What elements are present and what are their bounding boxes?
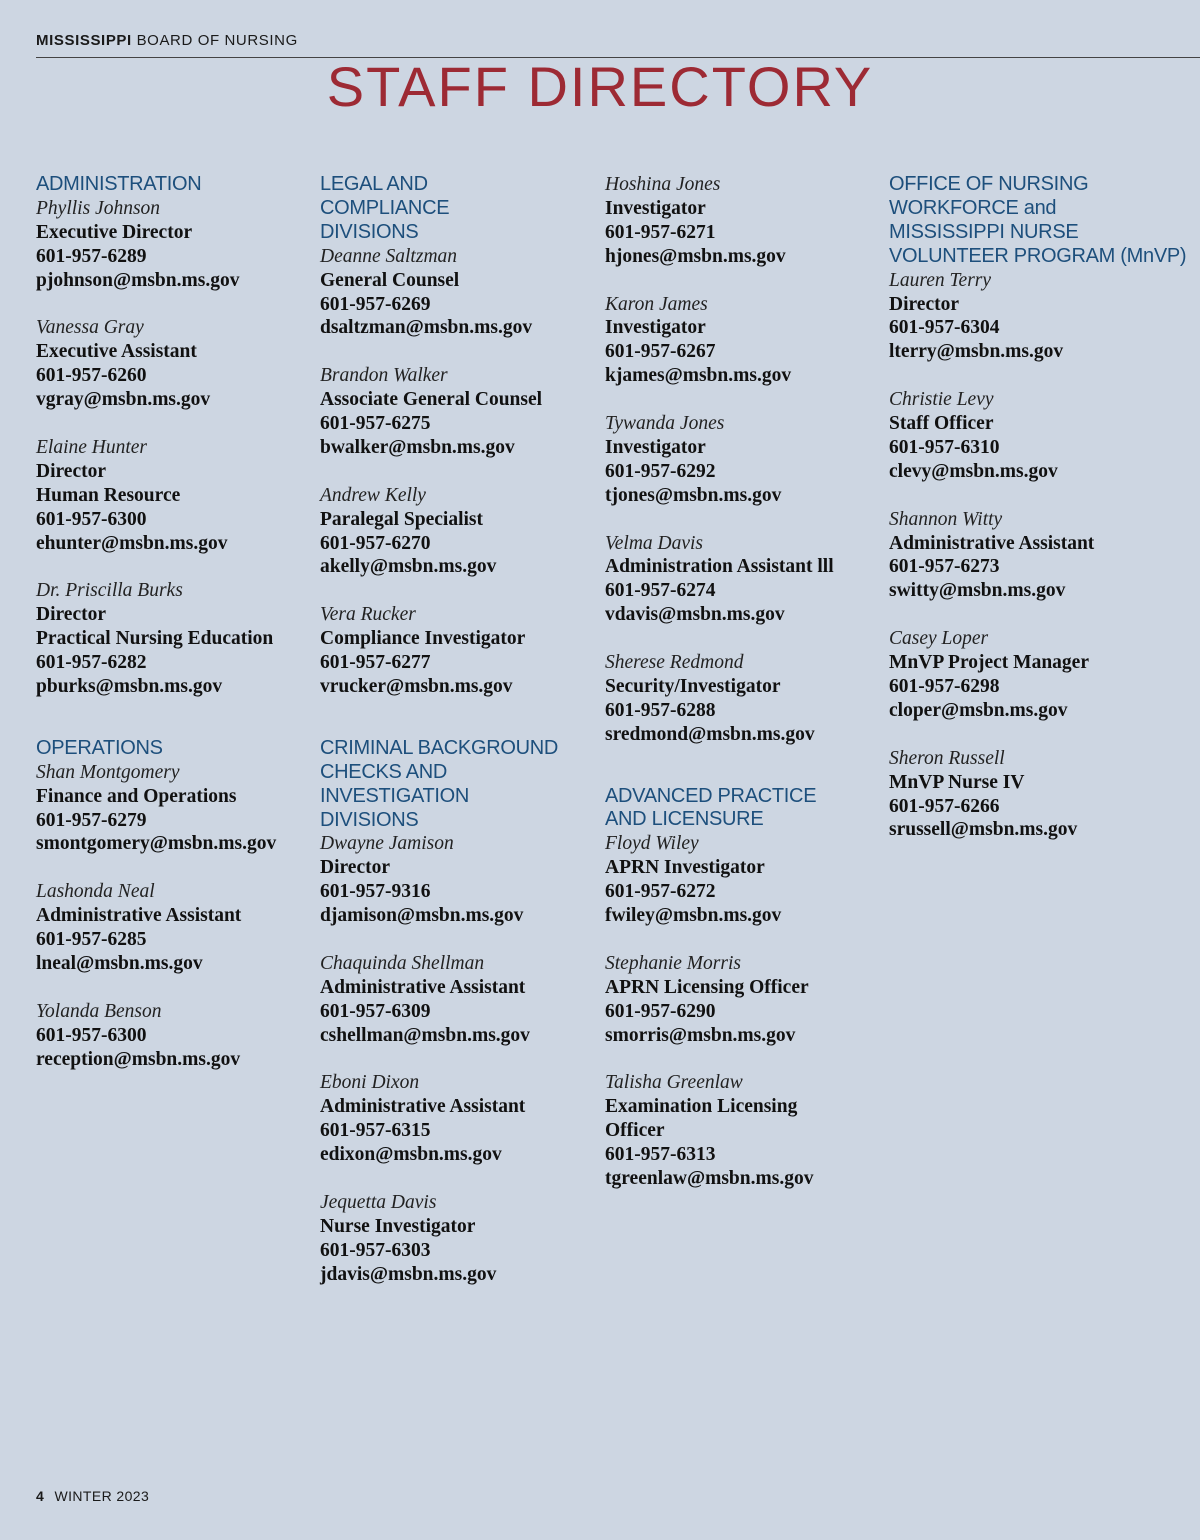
staff-entry	[605, 293, 880, 389]
staff-title: Director	[320, 857, 391, 879]
section-heading: OFFICE OF NURSING WORKFORCE and MISSISSIPPI NURSE VOLUNTEER PROGRAM (MnVP)	[889, 173, 1187, 267]
staff-name: Vanessa Gray	[36, 317, 144, 339]
staff-email-link[interactable]: tgreenlaw@msbn.ms.gov	[605, 1168, 814, 1190]
staff-entry	[889, 627, 1189, 723]
staff-name: Brandon Walker	[320, 365, 448, 387]
staff-phone: 601-957-6303	[320, 1239, 431, 1261]
staff-entry	[889, 269, 1189, 365]
staff-phone: 601-957-6309	[320, 1000, 431, 1022]
staff-entry	[320, 1191, 595, 1287]
staff-name: Talisha Greenlaw	[605, 1072, 743, 1094]
staff-entry	[36, 1000, 311, 1072]
staff-email-link[interactable]: vdavis@msbn.ms.gov	[605, 604, 785, 626]
staff-entry	[320, 484, 595, 580]
masthead-org-rest: BOARD OF NURSING	[136, 32, 298, 49]
staff-entry	[605, 952, 880, 1048]
staff-name: Hoshina Jones	[605, 174, 721, 195]
staff-phone: 601-957-6310	[889, 436, 1000, 458]
staff-title: Investigator	[605, 436, 706, 458]
staff-title: Director	[36, 460, 107, 482]
directory-column-1	[36, 173, 311, 1071]
section-heading: OPERATIONS	[36, 736, 163, 759]
staff-phone: 601-957-6282	[36, 652, 147, 674]
staff-name: Phyllis Johnson	[36, 197, 161, 219]
staff-entry	[320, 952, 595, 1048]
staff-entry	[889, 747, 1189, 843]
staff-entry	[605, 651, 880, 747]
staff-name: Shannon Witty	[889, 508, 1003, 530]
staff-email-link[interactable]: dsaltzman@msbn.ms.gov	[320, 317, 533, 339]
staff-entry	[320, 1071, 595, 1167]
section-gap	[605, 771, 880, 785]
staff-email-link[interactable]: hjones@msbn.ms.gov	[605, 245, 786, 267]
staff-phone: 601-957-6290	[605, 1000, 716, 1022]
staff-name: Lauren Terry	[889, 269, 992, 291]
staff-phone: 601-957-6279	[36, 809, 147, 831]
staff-title: MnVP Nurse IV	[889, 771, 1025, 793]
staff-name: Andrew Kelly	[320, 484, 426, 506]
staff-email-link[interactable]: reception@msbn.ms.gov	[36, 1048, 241, 1070]
staff-email-link[interactable]: ehunter@msbn.ms.gov	[36, 532, 228, 554]
staff-title: Administrative Assistant	[320, 1096, 526, 1118]
staff-email-link[interactable]: vgray@msbn.ms.gov	[36, 389, 211, 411]
staff-email-link[interactable]: djamison@msbn.ms.gov	[320, 905, 524, 927]
staff-email-link[interactable]: smontgomery@msbn.ms.gov	[36, 833, 277, 855]
staff-title: Investigator	[605, 197, 706, 219]
directory-column-3	[605, 173, 880, 1191]
staff-name: Christie Levy	[889, 389, 994, 411]
staff-phone: 601-957-6315	[320, 1120, 431, 1142]
staff-title: Director	[889, 293, 960, 315]
staff-phone: 601-957-6289	[36, 245, 147, 267]
staff-email-link[interactable]: tjones@msbn.ms.gov	[605, 484, 782, 506]
staff-phone: 601-957-6300	[36, 508, 147, 530]
staff-name: Vera Rucker	[320, 604, 416, 626]
staff-name: Velma Davis	[605, 532, 704, 554]
staff-title: Administration Assistant lll	[605, 556, 834, 578]
staff-email-link[interactable]: jdavis@msbn.ms.gov	[320, 1263, 497, 1285]
staff-email-link[interactable]: srussell@msbn.ms.gov	[889, 819, 1078, 841]
staff-entry	[320, 603, 595, 699]
staff-phone: 601-957-6274	[605, 580, 716, 602]
staff-title: Investigator	[605, 317, 706, 339]
staff-name: Elaine Hunter	[36, 436, 148, 458]
section-heading: CRIMINAL BACKGROUND CHECKS AND INVESTIGATION DIVISIONS	[320, 736, 559, 831]
staff-phone: 601-957-6288	[605, 699, 716, 721]
staff-phone: 601-957-6298	[889, 675, 1000, 697]
staff-email-link[interactable]: smorris@msbn.ms.gov	[605, 1024, 796, 1046]
staff-entry	[36, 579, 311, 699]
staff-entry	[320, 364, 595, 460]
staff-entry	[605, 532, 880, 628]
staff-title: APRN Licensing Officer	[605, 976, 809, 998]
staff-email-link[interactable]: pjohnson@msbn.ms.gov	[36, 269, 240, 291]
staff-email-link[interactable]: clevy@msbn.ms.gov	[889, 460, 1058, 482]
staff-title: Human Resource	[36, 484, 181, 506]
page-number: 4	[36, 1488, 45, 1504]
staff-email-link[interactable]: pburks@msbn.ms.gov	[36, 675, 223, 697]
section-heading: LEGAL AND COMPLIANCE DIVISIONS	[320, 173, 450, 243]
staff-entry	[605, 832, 880, 928]
staff-name: Jequetta Davis	[320, 1191, 437, 1213]
staff-title: General Counsel	[320, 269, 460, 291]
staff-entry	[36, 436, 311, 556]
staff-name: Tywanda Jones	[605, 413, 725, 435]
staff-title: Administrative Assistant	[36, 905, 242, 927]
section-gap	[320, 723, 595, 737]
staff-name: Karon James	[605, 293, 708, 315]
staff-email-link[interactable]: akelly@msbn.ms.gov	[320, 556, 497, 578]
staff-entry	[889, 508, 1189, 604]
staff-entry	[320, 832, 595, 928]
staff-email-link[interactable]: sredmond@msbn.ms.gov	[605, 723, 815, 745]
staff-phone: 601-957-6269	[320, 293, 431, 315]
section-heading: ADVANCED PRACTICE AND LICENSURE	[605, 784, 817, 831]
staff-phone: 601-957-6273	[889, 556, 1000, 578]
staff-phone: 601-957-6266	[889, 795, 1000, 817]
staff-phone: 601-957-6267	[605, 341, 716, 363]
staff-email-link[interactable]: lterry@msbn.ms.gov	[889, 341, 1064, 363]
staff-name: Sheron Russell	[889, 747, 1005, 769]
staff-email-link[interactable]: fwiley@msbn.ms.gov	[605, 905, 782, 927]
staff-phone: 601-957-6304	[889, 317, 1000, 339]
staff-title: Associate General Counsel	[320, 389, 543, 411]
staff-email-link[interactable]: cloper@msbn.ms.gov	[889, 699, 1068, 721]
staff-phone: 601-957-9316	[320, 881, 431, 903]
staff-title: APRN Investigator	[605, 857, 765, 879]
staff-entry	[36, 880, 311, 976]
staff-entry	[605, 1071, 880, 1191]
staff-email-link[interactable]: kjames@msbn.ms.gov	[605, 365, 792, 387]
directory-column-4	[889, 173, 1189, 842]
staff-name: Sherese Redmond	[605, 652, 744, 674]
directory-column-2	[320, 173, 595, 1287]
staff-email-link[interactable]: lneal@msbn.ms.gov	[36, 952, 203, 974]
staff-title: Administrative Assistant	[889, 532, 1095, 554]
staff-name: Yolanda Benson	[36, 1000, 162, 1022]
staff-title: Executive Director	[36, 221, 193, 243]
staff-email-link[interactable]: cshellman@msbn.ms.gov	[320, 1024, 530, 1046]
staff-title: Paralegal Specialist	[320, 508, 484, 530]
staff-phone: 601-957-6275	[320, 413, 431, 435]
staff-phone: 601-957-6272	[605, 881, 716, 903]
staff-name: Floyd Wiley	[605, 833, 699, 855]
issue-label: WINTER 2023	[54, 1488, 150, 1504]
staff-name: Lashonda Neal	[36, 881, 155, 903]
section-gap	[36, 723, 311, 737]
staff-title: Security/Investigator	[605, 675, 781, 697]
staff-email-link[interactable]: edixon@msbn.ms.gov	[320, 1144, 502, 1166]
staff-phone: 601-957-6285	[36, 929, 147, 951]
staff-title: Nurse Investigator	[320, 1215, 476, 1237]
staff-name: Shan Montgomery	[36, 761, 180, 783]
staff-entry	[605, 412, 880, 508]
staff-title: Director	[36, 604, 107, 626]
staff-email-link[interactable]: bwalker@msbn.ms.gov	[320, 436, 515, 458]
staff-entry	[36, 197, 311, 293]
staff-name: Eboni Dixon	[320, 1072, 420, 1094]
staff-title: Examination Licensing	[605, 1096, 798, 1118]
page-footer	[36, 1488, 149, 1504]
staff-entry	[889, 388, 1189, 484]
staff-title: Executive Assistant	[36, 341, 197, 363]
page-title: STAFF DIRECTORY	[326, 55, 874, 118]
staff-phone: 601-957-6260	[36, 365, 147, 387]
staff-title: MnVP Project Manager	[889, 652, 1089, 674]
staff-name: Dwayne Jamison	[320, 833, 454, 855]
staff-title: Administrative Assistant	[320, 976, 526, 998]
staff-phone: 601-957-6292	[605, 460, 716, 482]
masthead	[36, 32, 298, 49]
staff-phone: 601-957-6313	[605, 1144, 716, 1166]
staff-phone: 601-957-6271	[605, 221, 716, 243]
staff-name: Chaquinda Shellman	[320, 952, 485, 974]
staff-name: Deanne Saltzman	[320, 245, 458, 267]
masthead-org-bold: MISSISSIPPI	[36, 32, 132, 49]
staff-entry	[320, 245, 595, 341]
section-heading: ADMINISTRATION	[36, 173, 202, 195]
staff-entry	[36, 761, 311, 857]
staff-email-link[interactable]: vrucker@msbn.ms.gov	[320, 675, 513, 697]
staff-entry	[36, 316, 311, 412]
staff-phone: 601-957-6300	[36, 1024, 147, 1046]
staff-name: Stephanie Morris	[605, 952, 741, 974]
staff-title: Finance and Operations	[36, 785, 237, 807]
staff-name: Casey Loper	[889, 628, 989, 650]
staff-title: Compliance Investigator	[320, 628, 526, 650]
staff-title: Officer	[605, 1120, 665, 1142]
staff-phone: 601-957-6277	[320, 652, 431, 674]
staff-name: Dr. Priscilla Burks	[36, 580, 183, 602]
staff-title: Practical Nursing Education	[36, 628, 274, 650]
staff-phone: 601-957-6270	[320, 532, 431, 554]
staff-email-link[interactable]: switty@msbn.ms.gov	[889, 580, 1066, 602]
staff-title: Staff Officer	[889, 413, 994, 435]
staff-entry	[605, 173, 880, 269]
